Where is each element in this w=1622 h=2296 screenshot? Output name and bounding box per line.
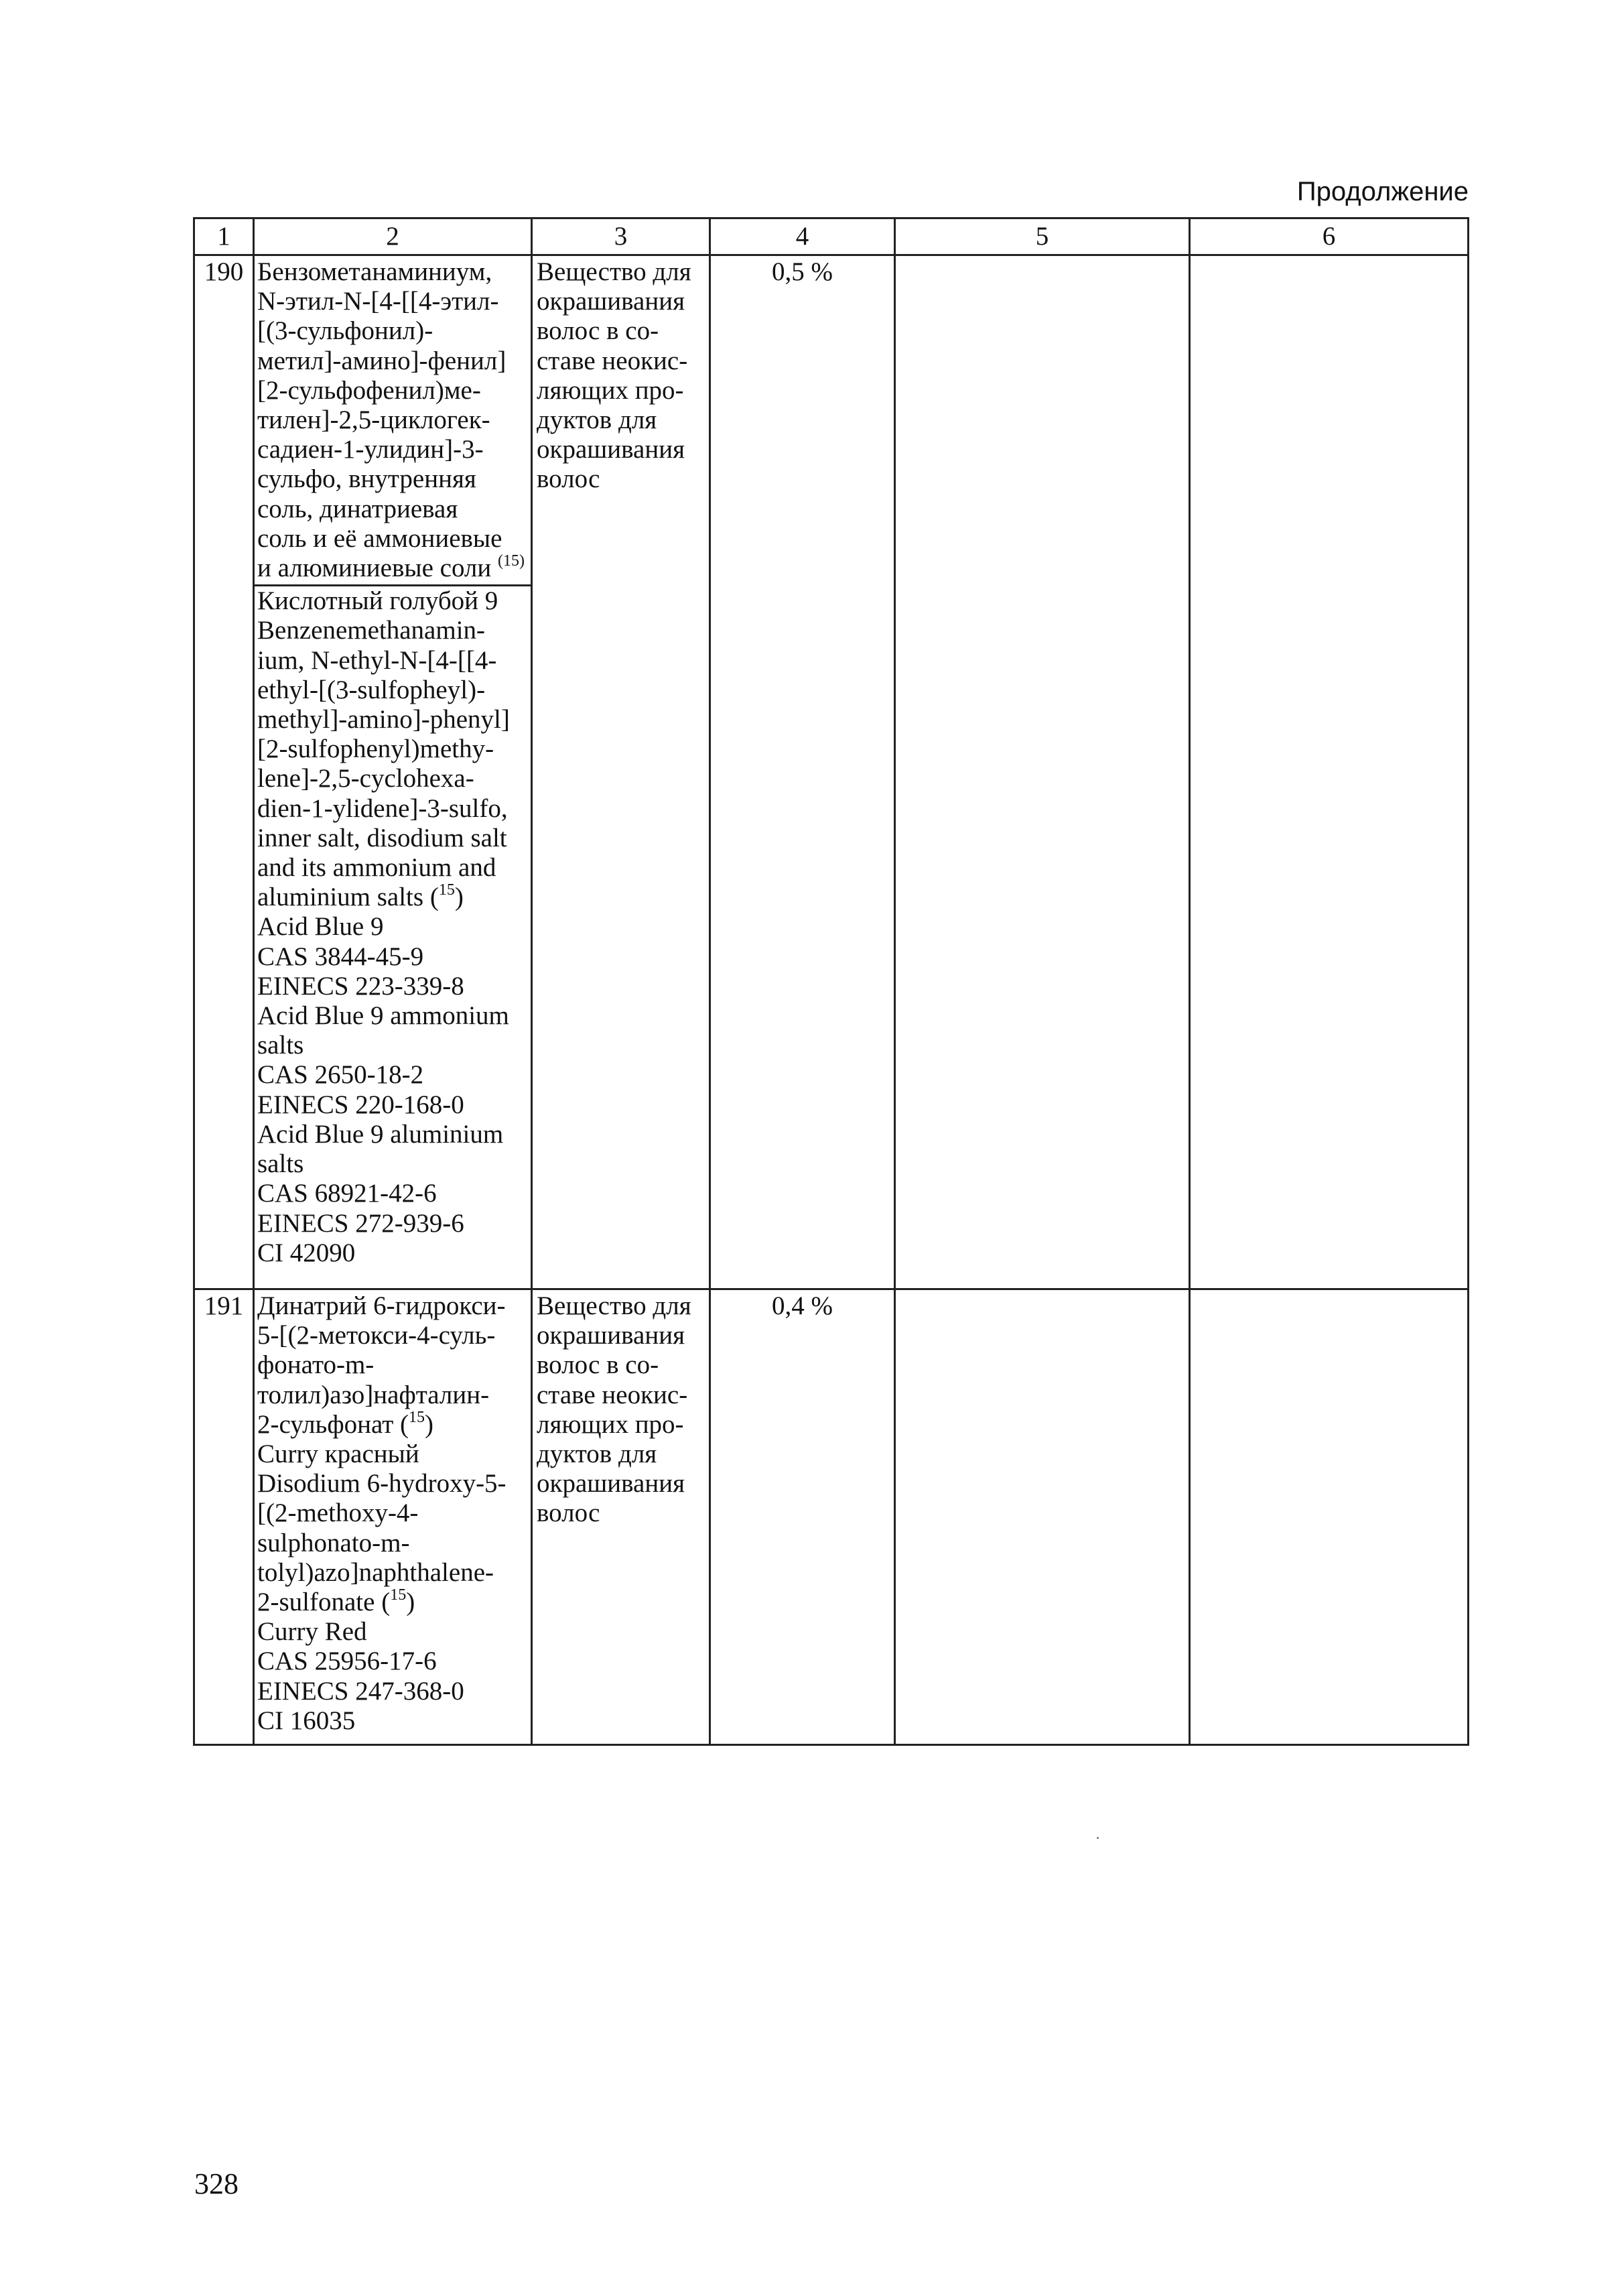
purpose-line: волос xyxy=(537,464,600,494)
substance-name-en-line: ium, N-ethyl-N-[4-[[4- xyxy=(257,645,497,675)
substance-name-line: садиен-1-улидин]-3- xyxy=(257,435,484,464)
purpose-line: ставе неокис- xyxy=(537,346,688,375)
footnote-ref: (15) xyxy=(498,552,525,570)
concentration-cell: 0,4 % xyxy=(710,1289,895,1745)
substance-name-line xyxy=(257,1410,528,1440)
identifier-line: salts xyxy=(257,1031,304,1060)
substance-name-en-line: dien-1-ylidene]-3-sulfo, xyxy=(257,793,508,823)
identifier-line: EINECS 223-339-8 xyxy=(257,971,464,1001)
substance-name-line: толил)азо]нафталин- xyxy=(257,1380,490,1409)
substance-name-en-line: inner salt, disodium salt xyxy=(257,823,507,852)
substance-name-en-text: 2-sulfonate ( xyxy=(257,1588,391,1617)
footnote-ref: 15 xyxy=(390,1586,407,1604)
page-number: 328 xyxy=(194,2167,239,2200)
substance-name-cell xyxy=(254,1289,532,1745)
column-5-cell xyxy=(895,1289,1190,1745)
row-number: 191 xyxy=(194,1289,254,1745)
substance-name-line xyxy=(257,554,528,583)
continuation-label: Продолжение xyxy=(1296,177,1469,206)
column-header-1: 1 xyxy=(194,218,254,255)
column-header-2: 2 xyxy=(254,218,532,255)
identifier-line: EINECS 220-168-0 xyxy=(257,1090,464,1119)
bracket-close: ) xyxy=(406,1588,415,1617)
substance-name-line: 5-[(2-метокси-4-суль- xyxy=(257,1321,496,1350)
substance-name-en-line: [2-sulfophenyl)methy- xyxy=(257,735,494,764)
substance-name-en-line: ethyl-[(3-sulfopheyl)- xyxy=(257,675,486,704)
column-header-5: 5 xyxy=(895,218,1190,255)
identifier-line: CAS 25956-17-6 xyxy=(257,1647,437,1676)
footnote-ref: 15 xyxy=(438,881,455,899)
table-row xyxy=(194,1289,1469,1745)
purpose-line: окрашивания xyxy=(537,1469,685,1498)
substance-name-line: Динатрий 6-гидрокси- xyxy=(257,1291,506,1320)
identifier-line: CI 42090 xyxy=(257,1238,356,1267)
substance-name-en-line xyxy=(257,1588,528,1617)
column-header-4: 4 xyxy=(710,218,895,255)
purpose-line: дуктов для xyxy=(537,405,657,435)
substance-name-line: [(3-сульфонил)- xyxy=(257,316,433,346)
identifier-line: Curry Red xyxy=(257,1617,367,1647)
ingredients-table xyxy=(193,217,1469,1746)
concentration-cell: 0,5 % xyxy=(710,255,895,1289)
purpose-line: волос в со- xyxy=(537,1350,659,1380)
substance-name-line: фонато-m- xyxy=(257,1350,375,1380)
substance-name-line: тилен]-2,5-циклогек- xyxy=(257,405,490,435)
substance-name-en-line xyxy=(257,883,528,912)
purpose-line: ляющих про- xyxy=(537,1409,684,1439)
row-number: 190 xyxy=(194,255,254,1289)
purpose-line: волос xyxy=(537,1498,600,1528)
identifier-line: CAS 68921-42-6 xyxy=(257,1179,437,1208)
column-6-cell xyxy=(1190,255,1469,1289)
substance-name-line: соль, динатриевая xyxy=(257,494,458,523)
column-6-cell xyxy=(1190,1289,1469,1745)
identifier-line: CAS 3844-45-9 xyxy=(257,942,424,971)
identifier-line: salts xyxy=(257,1149,304,1179)
identifier-line: EINECS 272-939-6 xyxy=(257,1208,464,1238)
substance-name-text: 2-сульфонат ( xyxy=(257,1409,409,1439)
bracket-close: ) xyxy=(454,883,464,912)
purpose-line: ставе неокис- xyxy=(537,1380,688,1409)
substance-name-line: соль и её аммониевые xyxy=(257,523,502,553)
identifier-line: CAS 2650-18-2 xyxy=(257,1060,424,1090)
trivial-name-ru: Curry красный xyxy=(257,1440,419,1469)
purpose-line: окрашивания xyxy=(537,1321,685,1350)
column-header-6: 6 xyxy=(1190,218,1469,255)
scan-speck xyxy=(1097,1837,1099,1839)
footnote-ref: 15 xyxy=(409,1408,425,1426)
bracket-close: ) xyxy=(425,1409,434,1439)
identifier-line: CI 16035 xyxy=(257,1706,356,1735)
substance-name-en-line: Disodium 6-hydroxy-5- xyxy=(257,1469,506,1498)
purpose-line: окрашивания xyxy=(537,435,685,464)
identifier-line: Acid Blue 9 ammonium xyxy=(257,1001,509,1031)
substance-name-line: [2-сульфофенил)ме- xyxy=(257,375,481,405)
substance-name-line: Бензометанаминиум, xyxy=(257,257,492,286)
substance-name-en-line: and its ammonium and xyxy=(257,853,496,883)
purpose-line: окрашивания xyxy=(537,287,685,316)
table-header-row xyxy=(194,218,1469,255)
identifier-line: Acid Blue 9 xyxy=(257,912,384,942)
substance-name-en-line: sulphonato-m- xyxy=(257,1528,410,1557)
substance-name-en-line: lene]-2,5-cyclohexa- xyxy=(257,764,474,793)
identifier-line: EINECS 247-368-0 xyxy=(257,1676,464,1706)
purpose-line: Вещество для xyxy=(537,257,691,286)
substance-name-en-text: aluminium salts ( xyxy=(257,883,439,912)
identifier-line: Acid Blue 9 aluminium xyxy=(257,1119,504,1149)
column-header-3: 3 xyxy=(532,218,710,255)
substance-name-cell xyxy=(254,255,532,1289)
substance-name-en-line: Benzenemethanamin- xyxy=(257,616,486,645)
trivial-name-ru: Кислотный голубой 9 xyxy=(257,586,498,616)
substance-name-line: метил]-амино]-фенил] xyxy=(257,346,506,375)
purpose-line: волос в со- xyxy=(537,316,659,346)
substance-name-line: сульфо, внутренняя xyxy=(257,464,476,494)
purpose-line: ляющих про- xyxy=(537,375,684,405)
substance-name-text: и алюминиевые соли xyxy=(257,554,492,583)
column-5-cell xyxy=(895,255,1190,1289)
purpose-line: Вещество для xyxy=(537,1291,691,1320)
purpose-line: дуктов для xyxy=(537,1440,657,1469)
substance-name-en-line: [(2-methoxy-4- xyxy=(257,1498,419,1528)
substance-name-en-line: methyl]-amino]-phenyl] xyxy=(257,705,510,735)
purpose-cell xyxy=(532,1289,710,1745)
purpose-cell xyxy=(532,255,710,1289)
substance-name-line: N-этил-N-[4-[[4-этил- xyxy=(257,287,499,316)
substance-name-en-line: tolyl)azo]naphthalene- xyxy=(257,1557,494,1587)
table-row xyxy=(194,255,1469,1289)
